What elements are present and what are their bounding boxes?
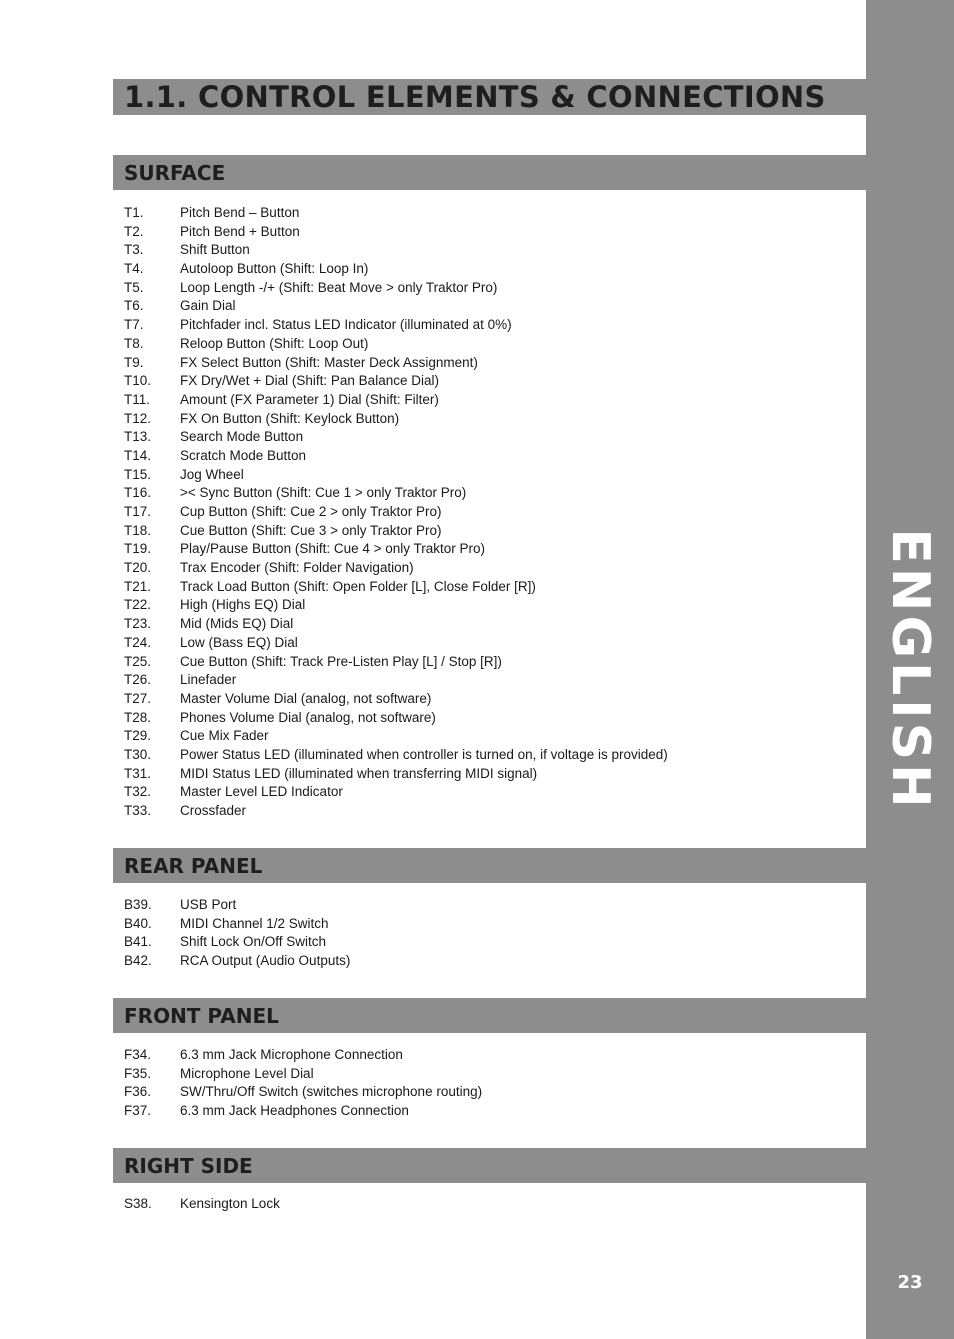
item-label: Amount (FX Parameter 1) Dial (Shift: Filter) [180,391,439,407]
item-label: Microphone Level Dial [180,1065,314,1081]
item-label: Linefader [180,672,237,688]
item-code: T6. [124,298,144,314]
item-code: T3. [124,242,144,258]
section-title: RIGHT SIDE [124,1154,253,1178]
item-label: MIDI Status LED (illuminated when transferring MIDI signal) [180,765,538,781]
item-label: Cue Button (Shift: Cue 3 > only Traktor Pro) [180,522,442,538]
item-code: T23. [124,616,152,632]
item-label: Cue Button (Shift: Track Pre-Listen Play [L] / Stop [R]) [180,653,502,669]
section-title: FRONT PANEL [124,1004,279,1028]
item-code: T25. [124,653,152,669]
item-label: USB Port [180,897,237,912]
item-code: B39. [124,897,152,912]
item-label: Play/Pause Button (Shift: Cue 4 > only Traktor Pro) [180,541,486,557]
item-code: T24. [124,634,152,650]
item-code: T16. [124,485,152,501]
item-code: T26. [124,672,152,688]
item-label: Low (Bass EQ) Dial [180,634,298,650]
item-code: T19. [124,541,152,557]
item-code: T4. [124,261,144,277]
item-code: B41. [124,934,152,950]
item-code: T13. [124,429,152,445]
item-code: T9. [124,354,144,370]
section-title: REAR PANEL [124,854,263,878]
item-code: T22. [124,597,152,613]
item-label: Power Status LED (illuminated when controller is turned on, if voltage is provided) [180,746,668,762]
item-label: Shift Button [180,242,250,258]
item-code: T15. [124,466,152,482]
item-label: FX Dry/Wet + Dial (Shift: Pan Balance Dial) [180,373,439,389]
item-label: SW/Thru/Off Switch (switches microphone routing) [180,1084,483,1100]
item-code: T11. [124,391,151,407]
item-label: Cue Mix Fader [180,728,269,744]
item-code: T28. [124,709,152,725]
item-label: Track Load Button (Shift: Open Folder [L], Close Folder [R]) [180,578,536,594]
item-code: T33. [124,803,152,818]
item-code: T1. [124,205,144,220]
item-label: Master Level LED Indicator [180,784,343,800]
item-code: F37. [124,1103,152,1119]
item-label: MIDI Channel 1/2 Switch [180,915,329,931]
item-label: Master Volume Dial (analog, not software) [180,690,432,706]
section-header-rear-panel [113,848,866,883]
item-code: T31. [124,765,152,781]
item-code: T12. [124,410,152,426]
item-code: T8. [124,335,144,351]
item-code: B40. [124,915,152,931]
item-code: T30. [124,746,152,762]
item-code: S38. [124,1196,152,1211]
item-label: Phones Volume Dial (analog, not software) [180,709,436,725]
section-header-right-side [113,1148,866,1183]
item-label: >< Sync Button (Shift: Cue 1 > only Traktor Pro) [180,485,467,501]
item-code: T29. [124,728,152,744]
item-label: Shift Lock On/Off Switch [180,934,327,950]
item-code: T5. [124,279,144,295]
item-label: High (Highs EQ) Dial [180,597,306,613]
item-code: F35. [124,1065,152,1081]
item-code: B42. [124,953,152,969]
item-label: Search Mode Button [180,429,304,445]
item-label: Crossfader [180,803,247,818]
item-code: T20. [124,560,152,576]
page-title: 1.1. CONTROL ELEMENTS & CONNECTIONS [124,80,826,114]
item-code: F34. [124,1047,152,1062]
item-code: T32. [124,784,152,800]
item-label: Mid (Mids EQ) Dial [180,616,294,632]
item-label: 6.3 mm Jack Microphone Connection [180,1047,403,1062]
item-label: Kensington Lock [180,1196,280,1211]
item-label: Cup Button (Shift: Cue 2 > only Traktor Pro) [180,504,442,519]
item-code: T14. [124,447,152,463]
item-label: Pitchfader incl. Status LED Indicator (illuminated at 0%) [180,317,512,333]
item-label: Loop Length -/+ (Shift: Beat Move > only Traktor Pro) [180,279,498,295]
item-label: Pitch Bend – Button [180,205,300,220]
item-label: Scratch Mode Button [180,447,307,463]
item-code: T2. [124,223,144,239]
item-label: FX On Button (Shift: Keylock Button) [180,410,400,426]
item-label: FX Select Button (Shift: Master Deck Assignment) [180,354,478,370]
item-code: T27. [124,690,152,706]
item-code: T17. [124,504,152,519]
item-code: F36. [124,1084,152,1100]
item-label: Reloop Button (Shift: Loop Out) [180,335,369,351]
item-label: 6.3 mm Jack Headphones Connection [180,1103,409,1119]
item-label: Pitch Bend + Button [180,223,300,239]
item-code: T7. [124,317,144,333]
item-code: T21. [124,578,152,594]
side-language-label: ENGLISH [880,528,940,812]
main-title-bar [113,79,866,115]
section-header-surface [113,155,866,190]
item-label: Autoloop Button (Shift: Loop In) [180,261,369,277]
item-code: T18. [124,522,152,538]
item-code: T10. [124,373,152,389]
item-label: Jog Wheel [180,466,244,482]
item-label: RCA Output (Audio Outputs) [180,953,351,969]
section-header-front-panel [113,998,866,1033]
item-label: Gain Dial [180,298,236,314]
page-number: 23 [897,1272,923,1293]
section-title: SURFACE [124,161,226,185]
item-label: Trax Encoder (Shift: Folder Navigation) [180,560,414,576]
